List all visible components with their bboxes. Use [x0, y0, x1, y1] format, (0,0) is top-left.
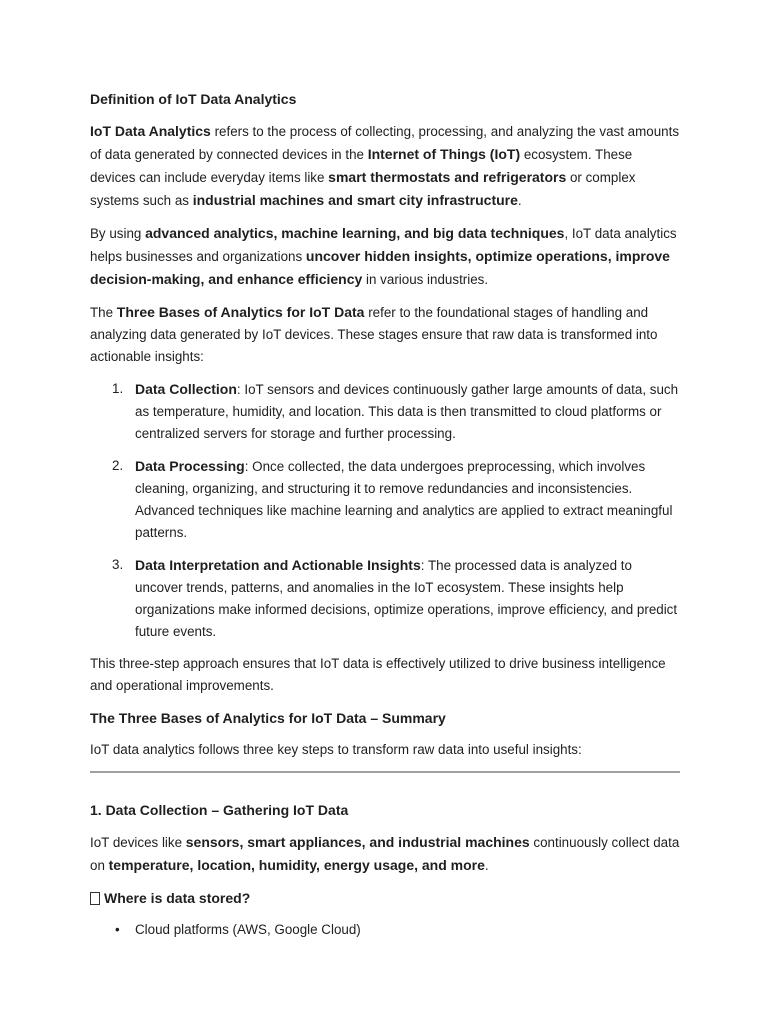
list-number: 1.	[112, 381, 124, 396]
term-smart-thermostats: smart thermostats and refrigerators	[328, 169, 567, 185]
term-temperature-location: temperature, location, humidity, energy usage, and more	[108, 857, 485, 873]
step-title: Data Interpretation and Actionable Insights	[135, 557, 421, 573]
step-title: Data Collection	[135, 381, 237, 397]
summary-heading: The Three Bases of Analytics for IoT Data – Summary	[90, 710, 446, 726]
term-uncover-insights: uncover hidden insights, optimize operations, improve decision-making, and enhance efficiency	[90, 248, 670, 287]
step-title: Data Processing	[135, 458, 245, 474]
term-iot-data-analytics: IoT Data Analytics	[90, 123, 211, 139]
list-item: 2. Data Processing: Once collected, the data undergoes preprocessing, which involves cleaning, organizing, and structuring it to remove redundancies and inconsistencies. Advanced techniques like machine learning and analytics are applied to extract meaningful patterns.	[90, 455, 680, 544]
summary-paragraph: IoT data analytics follows three key steps to transform raw data into useful insights:	[90, 742, 582, 757]
intro-paragraph: IoT Data Analytics refers to the process of collecting, processing, and analyzing the vast amounts of data generated by connected devices in the Internet of Things (IoT) ecosystem. These devices can include everyday items like smart thermostats and refrigerators or complex systems such as industrial machines and smart city infrastructure.	[90, 123, 680, 208]
devices-paragraph: IoT devices like sensors, smart appliances, and industrial machines continuously collect data on temperature, location, humidity, energy usage, and more.	[90, 834, 680, 873]
term-advanced-analytics: advanced analytics, machine learning, and big data techniques	[145, 225, 565, 241]
document-page	[90, 88, 680, 941]
storage-question-heading: Where is data stored?	[90, 887, 680, 909]
storage-list	[90, 919, 680, 941]
term-three-bases: Three Bases of Analytics for IoT Data	[116, 304, 365, 320]
term-industrial-machines: industrial machines and smart city infrastructure	[192, 192, 518, 208]
list-number: 3.	[112, 557, 124, 572]
list-item: • Cloud platforms (AWS, Google Cloud)	[90, 919, 680, 941]
steps-list	[90, 378, 680, 643]
section-heading-data-collection: 1. Data Collection – Gathering IoT Data	[90, 802, 349, 818]
horizontal-divider	[90, 771, 680, 773]
definition-heading: Definition of IoT Data Analytics	[90, 91, 297, 107]
list-item: 1. Data Collection: IoT sensors and devices continuously gather large amounts of data, such as temperature, humidity, and location. This data is then transmitted to cloud platforms or centralized servers for storage and further processing.	[90, 378, 680, 445]
three-bases-paragraph: The Three Bases of Analytics for IoT Data refer to the foundational stages of handling and analyzing data generated by IoT devices. These stages ensure that raw data is transformed into actionable insights:	[90, 304, 658, 364]
list-item: 3. Data Interpretation and Actionable Insights: The processed data is analyzed to uncover trends, patterns, and anomalies in the IoT ecosystem. These insights help organizations make informed decisions, optimize operations, improve efficiency, and predict future events.	[90, 554, 680, 643]
bullet-icon: •	[115, 922, 120, 937]
term-sensors: sensors, smart appliances, and industrial machines	[185, 834, 530, 850]
techniques-paragraph: By using advanced analytics, machine learning, and big data techniques, IoT data analytics helps businesses and organizations uncover hidden insights, optimize operations, improve decision-making, and enhance efficiency in various industries.	[90, 225, 677, 287]
missing-glyph-icon	[90, 892, 100, 905]
term-internet-of-things: Internet of Things (IoT)	[367, 146, 521, 162]
approach-paragraph: This three-step approach ensures that IoT data is effectively utilized to drive business intelligence and operational improvements.	[90, 656, 666, 693]
list-number: 2.	[112, 458, 124, 473]
